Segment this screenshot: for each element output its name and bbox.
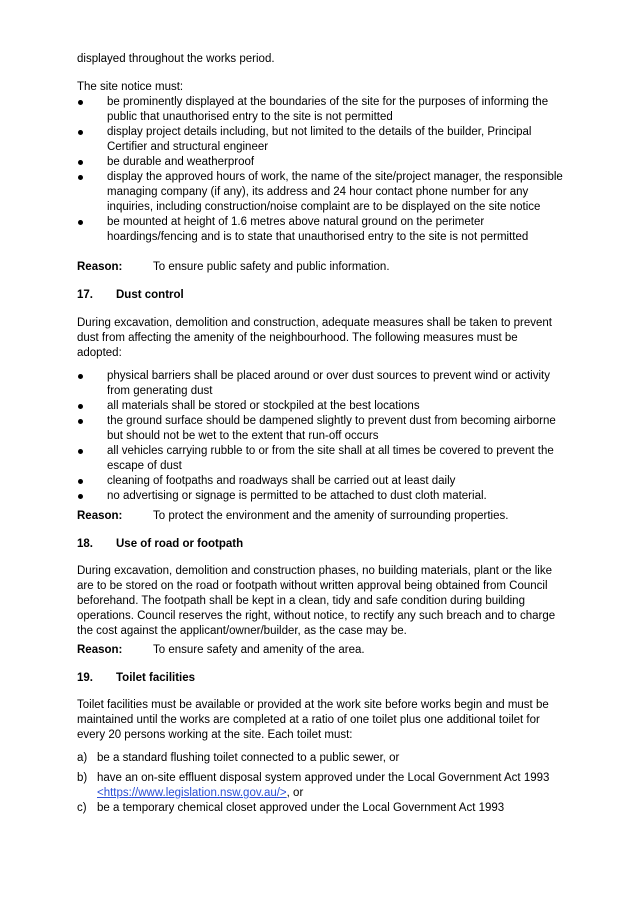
section-paragraph: Toilet facilities must be available or provided at the work site before works begin and must be maintained until the works are completed at a ratio of one toilet plus one additional toilet for every 20 persons working at the site. Each toilet must: bbox=[77, 699, 549, 741]
section-paragraph: During excavation, demolition and construction, adequate measures shall be taken to prevent dust from affecting the amenity of the neighbourhood. The following measures must be adopted: bbox=[77, 317, 552, 359]
list-item: be prominently displayed at the boundaries of the site for the purposes of informing the public that unauthorised entry to the site is not permitted bbox=[77, 95, 563, 125]
reason-text: To protect the environment and the amenity of surrounding properties. bbox=[153, 510, 509, 522]
section-number: 19. bbox=[77, 672, 93, 684]
reason-text: To ensure safety and amenity of the area. bbox=[153, 644, 365, 656]
section-number: 17. bbox=[77, 289, 93, 301]
list-item: physical barriers shall be placed around or over dust sources to prevent wind or activity from generating dust bbox=[77, 369, 563, 399]
reason-line bbox=[77, 509, 563, 524]
bullet-icon bbox=[78, 130, 83, 135]
list-item: be durable and weatherproof bbox=[77, 155, 563, 170]
reason-line bbox=[77, 260, 563, 275]
section-number: 18. bbox=[77, 538, 93, 550]
list-item: the ground surface should be dampened slightly to prevent dust from becoming airborne but should not be wet to the extent that run-off occurs bbox=[77, 414, 563, 444]
bullet-icon bbox=[78, 449, 83, 454]
dust-control-bullets bbox=[77, 369, 563, 504]
list-item: all materials shall be stored or stockpiled at the best locations bbox=[77, 399, 563, 414]
section-paragraph: During excavation, demolition and construction phases, no building materials, plant or the like are to be stored on the road or footpath without written approval being obtained from Council beforehand. The footpath shall be kept in a clean, tidy and safe condition during building operations. Council reserves the right, without notice, to rectify any such breach and to charge the cost against the applicant/owner/builder, as the case may be. bbox=[77, 565, 556, 637]
bullet-icon bbox=[78, 494, 83, 499]
item-letter: a) bbox=[77, 752, 88, 764]
bullet-icon bbox=[78, 479, 83, 484]
section-title: Dust control bbox=[116, 289, 184, 301]
toilet-option-b bbox=[77, 771, 563, 801]
item-letter: b) bbox=[77, 772, 88, 784]
toilet-option-c bbox=[77, 801, 563, 816]
list-item: c) be a temporary chemical closet approved under the Local Government Act 1993 bbox=[77, 802, 505, 814]
section-heading-17 bbox=[77, 288, 563, 303]
list-item: all vehicles carrying rubble to or from the site shall at all times be covered to prevent the escape of dust bbox=[77, 444, 563, 474]
reason-label: Reason: bbox=[77, 510, 123, 522]
bullet-icon bbox=[78, 419, 83, 424]
list-item: a) be a standard flushing toilet connected to a public sewer, or bbox=[77, 752, 400, 764]
bullet-icon bbox=[78, 160, 83, 165]
bullet-icon bbox=[78, 404, 83, 409]
site-notice-lead: The site notice must: bbox=[77, 81, 184, 93]
list-item: be mounted at height of 1.6 metres above natural ground on the perimeter hoardings/fencing and is to state that unauthorised entry to the site is not permitted bbox=[77, 215, 563, 245]
reason-line bbox=[77, 643, 563, 658]
bullet-icon bbox=[78, 374, 83, 379]
toilet-option-a bbox=[77, 751, 563, 766]
list-item: display the approved hours of work, the name of the site/project manager, the responsible managing company (if any), its address and 24 hour contact phone number for any inquiries, including construction/noise complaint are to be displayed on the site notice bbox=[77, 170, 563, 215]
section-heading-18 bbox=[77, 537, 563, 552]
list-item: cleaning of footpaths and roadways shall be carried out at least daily bbox=[77, 474, 563, 489]
bullet-icon bbox=[78, 220, 83, 225]
reason-text: To ensure public safety and public information. bbox=[153, 261, 390, 273]
section-title: Toilet facilities bbox=[116, 672, 196, 684]
bullet-icon bbox=[78, 100, 83, 105]
legislation-link[interactable]: <https://www.legislation.nsw.gov.au/> bbox=[97, 787, 287, 799]
bullet-icon bbox=[78, 175, 83, 180]
reason-label: Reason: bbox=[77, 261, 123, 273]
intro-line: displayed throughout the works period. bbox=[77, 53, 275, 65]
list-item: display project details including, but not limited to the details of the builder, Principal Certifier and structural engineer bbox=[77, 125, 563, 155]
site-notice-bullets bbox=[77, 95, 563, 245]
list-item: no advertising or signage is permitted to be attached to dust cloth material. bbox=[77, 489, 563, 504]
reason-label: Reason: bbox=[77, 644, 123, 656]
section-title: Use of road or footpath bbox=[116, 538, 244, 550]
item-letter: c) bbox=[77, 802, 87, 814]
list-item: b) have an on-site effluent disposal system approved under the Local Government Act 1993 <https://www.legislation.nsw.gov.au/>, or bbox=[77, 772, 550, 799]
section-heading-19 bbox=[77, 671, 563, 686]
